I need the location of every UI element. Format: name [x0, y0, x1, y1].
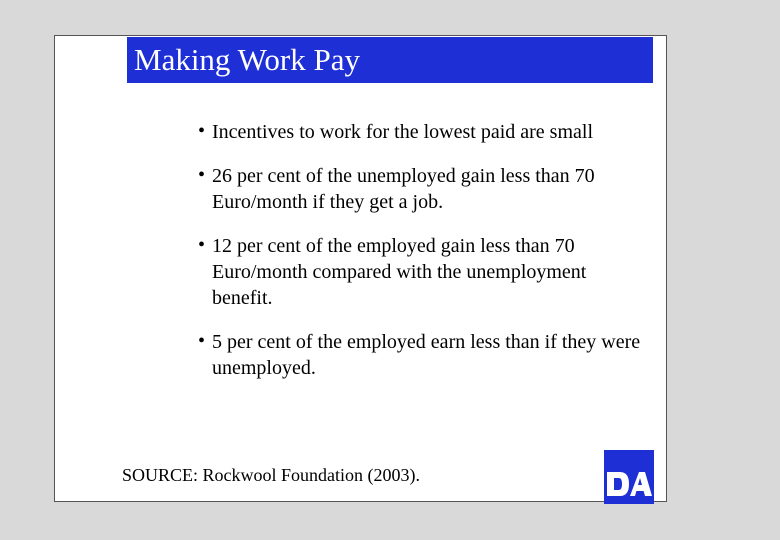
slide	[54, 35, 667, 502]
bullet-item	[185, 233, 645, 311]
bullet-list	[185, 119, 645, 399]
bullet-text: 12 per cent of the employed gain less than 70 Euro/month compared with the unemployment benefit.	[212, 235, 587, 309]
bullet-item	[185, 329, 645, 381]
bullet-dot-icon: •	[198, 330, 206, 352]
da-logo-icon	[604, 464, 654, 504]
source-citation: SOURCE: Rockwool Foundation (2003).	[122, 465, 421, 485]
bullet-text: 5 per cent of the employed earn less than if they were unemployed.	[212, 331, 641, 379]
bullet-dot-icon: •	[198, 234, 206, 256]
bullet-dot-icon: •	[198, 120, 206, 142]
bullet-text: 26 per cent of the unemployed gain less than 70 Euro/month if they get a job.	[212, 165, 595, 213]
da-logo	[604, 450, 654, 504]
bullet-item	[185, 163, 645, 215]
bullet-dot-icon: •	[198, 164, 206, 186]
slide-title: Making Work Pay	[127, 37, 653, 83]
bullet-item	[185, 119, 645, 145]
bullet-text: Incentives to work for the lowest paid are small	[212, 121, 593, 143]
